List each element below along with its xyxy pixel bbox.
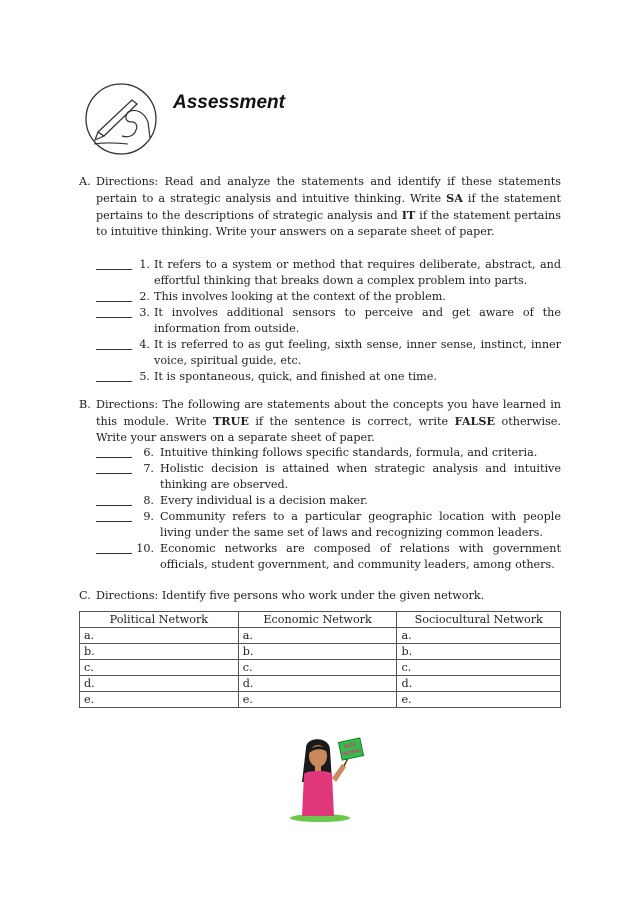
table-row: e. e. e.: [80, 692, 561, 708]
section-c-directions: C. Directions: Identify five persons who work under the given network.: [79, 589, 485, 602]
table-row: c. c. c.: [80, 660, 561, 676]
answer-blank: [96, 461, 132, 474]
answer-blank: [96, 289, 132, 302]
section-a-directions: A. Directions: Read and analyze the statements and identify if these statements pertain to a strategic analysis and intuitive thinking. Write SA if the statement pertains to the descriptions of strategic analysis and IT if the statement pertains to intuitive thinking. Write your answers on a separate sheet of paper.: [79, 175, 562, 238]
section-letter: B.: [79, 398, 91, 411]
table-header-row: [80, 612, 561, 628]
section-letter: A.: [79, 175, 91, 188]
section-b-items: [96, 445, 561, 573]
page-title: Assessment: [173, 92, 285, 113]
answer-blank: [96, 257, 132, 270]
section-b-directions: B. Directions: The following are statements about the concepts you have learned in this module. Write TRUE if the sentence is correct, write FALSE otherwise. Write your answers on a separate sheet of paper.: [79, 398, 561, 444]
hand-writing-icon: [84, 82, 158, 156]
section-a-items: [96, 257, 561, 385]
list-item: 10. Economic networks are composed of relations with government officials, student government, and community leaders, among others.: [96, 541, 561, 573]
table-row: b. b. b.: [80, 644, 561, 660]
list-item: 8. Every individual is a decision maker.: [96, 493, 561, 509]
table-row: a. a. a.: [80, 628, 561, 644]
answer-blank: [96, 305, 132, 318]
list-item: 3. It involves additional sensors to perceive and get aware of the information from outside.: [96, 305, 561, 337]
answer-blank: [96, 337, 132, 350]
answer-blank: [96, 445, 132, 458]
column-header: Political Network: [80, 612, 239, 628]
sign-text-line1: NICE: [343, 741, 358, 751]
column-header: Sociocultural Network: [397, 612, 561, 628]
list-item: 9. Community refers to a particular geographic location with people living under the same set of laws and recognizing common leaders.: [96, 509, 561, 541]
list-item: 7. Holistic decision is attained when strategic analysis and intuitive thinking are observed.: [96, 461, 561, 493]
answer-blank: [96, 509, 132, 522]
answer-blank: [96, 493, 132, 506]
table-row: d. d. d.: [80, 676, 561, 692]
list-item: 6. Intuitive thinking follows specific standards, formula, and criteria.: [96, 445, 561, 461]
network-table: [79, 611, 561, 708]
section-letter: C.: [79, 589, 91, 602]
nice-work-girl-illustration: [288, 734, 368, 824]
sign-text-line2: WORK!: [341, 747, 362, 758]
answer-blank: [96, 541, 132, 554]
list-item: 4. It is referred to as gut feeling, sixth sense, inner sense, instinct, inner voice, spiritual guide, etc.: [96, 337, 561, 369]
list-item: 1. It refers to a system or method that requires deliberate, abstract, and effortful thinking that breaks down a complex problem into parts.: [96, 257, 561, 289]
list-item: 5. It is spontaneous, quick, and finished at one time.: [96, 369, 561, 385]
list-item: 2. This involves looking at the context of the problem.: [96, 289, 561, 305]
answer-blank: [96, 369, 132, 382]
column-header: Economic Network: [238, 612, 397, 628]
